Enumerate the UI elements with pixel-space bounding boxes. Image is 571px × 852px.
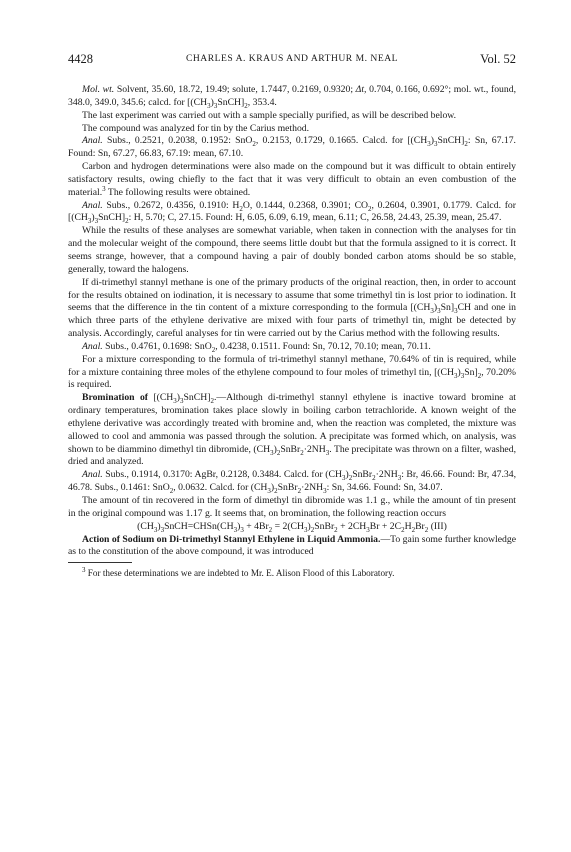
footnote-rule: [68, 562, 132, 563]
footnote: $^3$ For these determinations we are indebted to Mr. E. Alison Flood of this Laboratory.: [82, 566, 395, 579]
paragraph-p14: $(CH_3)_3SnCH=CHSn(CH_3)_3 + 4Br_2$ = $2(CH_3)_2SnBr_2 + 2CH_3Br + 2C_2H_2Br_2$ (III): [137, 520, 447, 534]
journal-page: [68, 52, 516, 580]
paragraph-p12: Anal. Subs., 0.1914, 0.3170: AgBr, 0.2128, 0.3484. Calcd. for $(CH_3)_2SnBr_2\cdot 2NH_3$: Br, 46.66. Found: Br, 47.34, 46.78. Subs., 0.1461: SnO$_2$, 0.0632. Calcd. for $(CH_3)_2SnBr_2\cdot 2NH_3$: Sn, 34.66. Found: Sn, 34.07.: [68, 469, 516, 496]
volume-label: Vol. 52: [480, 52, 516, 66]
paragraph-p8: If di-trimethyl stannyl methane is one of the primary products of the original reaction, then, in order to account for the results obtained on iodination, it is necessary to assume that some trimethyl tin is lost prior to iodination. It seems that the difference in the tin content of a mixture corresponding to the formula $[(CH_3)_3Sn]_3CH$ and one in which three parts of the ethylene derivative are mixed with four parts of trimethyl tin, might be detected by analysis. Accordingly, careful analyses for tin were carried out by the Carius method with the following results.: [68, 276, 516, 340]
paragraph-p9: Anal. Subs., 0.4761, 0.1698: SnO$_2$, 0.4238, 0.1511. Found: Sn, 70.12, 70.10; mean, 70.11.: [82, 340, 431, 354]
paragraph-p6: Anal. Subs., 0.2672, 0.4356, 0.1910: $H_2O$, 0.1444, 0.2368, 0.3901; $CO_2$, 0.2604, 0.3901, 0.1779. Calcd. for $[(CH_3)_3SnCH]_2$: H, 5.70; C, 27.15. Found: H, 6.05, 6.09, 6.19, mean, 6.11; C, 26.58, 24.43, 25.39, mean, 25.47.: [68, 199, 516, 226]
article-body: [68, 84, 516, 559]
paragraph-p7: While the results of these analyses are somewhat variable, when taken in connection with the analyses for tin and the molecular weight of the compound, there seems little doubt but that the formula assigned to it is correct. It seems strange, however, that a compound having a pair of doubly bonded carbon atoms should be so stable, generally, toward the halogens.: [68, 225, 516, 275]
paragraph-p10: For a mixture corresponding to the formula of tri-trimethyl stannyl methane, 70.64% of tin is required, while for a mixture containing three moles of the ethylene compound to four moles of trimethyl tin, $[(CH_3)_3Sn]_2$, 70.20% is required.: [68, 353, 516, 391]
paragraph-p4: Anal. Subs., 0.2521, 0.2038, 0.1952: SnO$_2$, 0.2153, 0.1729, 0.1665. Calcd. for $[(CH_3)_3SnCH]_2$: Sn, 67.17. Found: Sn, 67.27, 66.83, 67.19: mean, 67.10.: [68, 135, 516, 160]
paragraph-p1: Mol. wt. Solvent, 35.60, 18.72, 19.49; solute, 1.7447, 0.2169, 0.9320; Δt, 0.704, 0.166, 0.692°; mol. wt., found, 348.0, 349.0, 345.6; calcd. for $[(CH_3)_3SnCH]_2$, 353.4.: [68, 84, 516, 110]
paragraph-p5: Carbon and hydrogen determinations were also made on the compound but it was difficult to obtain entirely satisfactory results, owing chiefly to the fact that it was very difficult to obtain an even combustion of the material.$^3$ The following results were obtained.: [68, 161, 516, 198]
running-title: CHARLES A. KRAUS AND ARTHUR M. NEAL: [185, 53, 398, 64]
paragraph-p15: Action of Sodium on Di-trimethyl Stannyl Ethylene in Liquid Ammonia.—To gain some further knowledge as to the constitution of the above compound, it was introduced: [68, 533, 517, 558]
page-number: 4428: [68, 52, 93, 66]
paragraph-p3: The compound was analyzed for tin by the Carius method.: [82, 122, 310, 134]
paragraph-p13: The amount of tin recovered in the form of dimethyl tin dibromide was 1.1 g., while the amount of tin present in the original compound was 1.17 g. It seems that, on bromination, the following reaction occurs: [68, 495, 516, 519]
paragraph-p11: Bromination of $[(CH_3)_3SnCH]_2.—Although$ di-trimethyl stannyl ethylene is inactive toward bromine at ordinary temperatures, bromination takes place slowly in boiling carbon tetrachloride. A known weight of the ethylene derivative was accordingly treated with bromine and, when the reaction was completed, the mixture was allowed to cool and ammonia was passed through the solution. A precipitate was formed which, on analysis, was shown to be diammino dimethyl tin dibromide, $(CH_3)_2SnBr_2\cdot 2NH_3$. The precipitate was thrown on a filter, washed, dried and analyzed.: [68, 392, 516, 468]
page-header: [68, 52, 516, 70]
paragraph-p2: The last experiment was carried out with a sample specially purified, as will be described below.: [82, 109, 457, 121]
